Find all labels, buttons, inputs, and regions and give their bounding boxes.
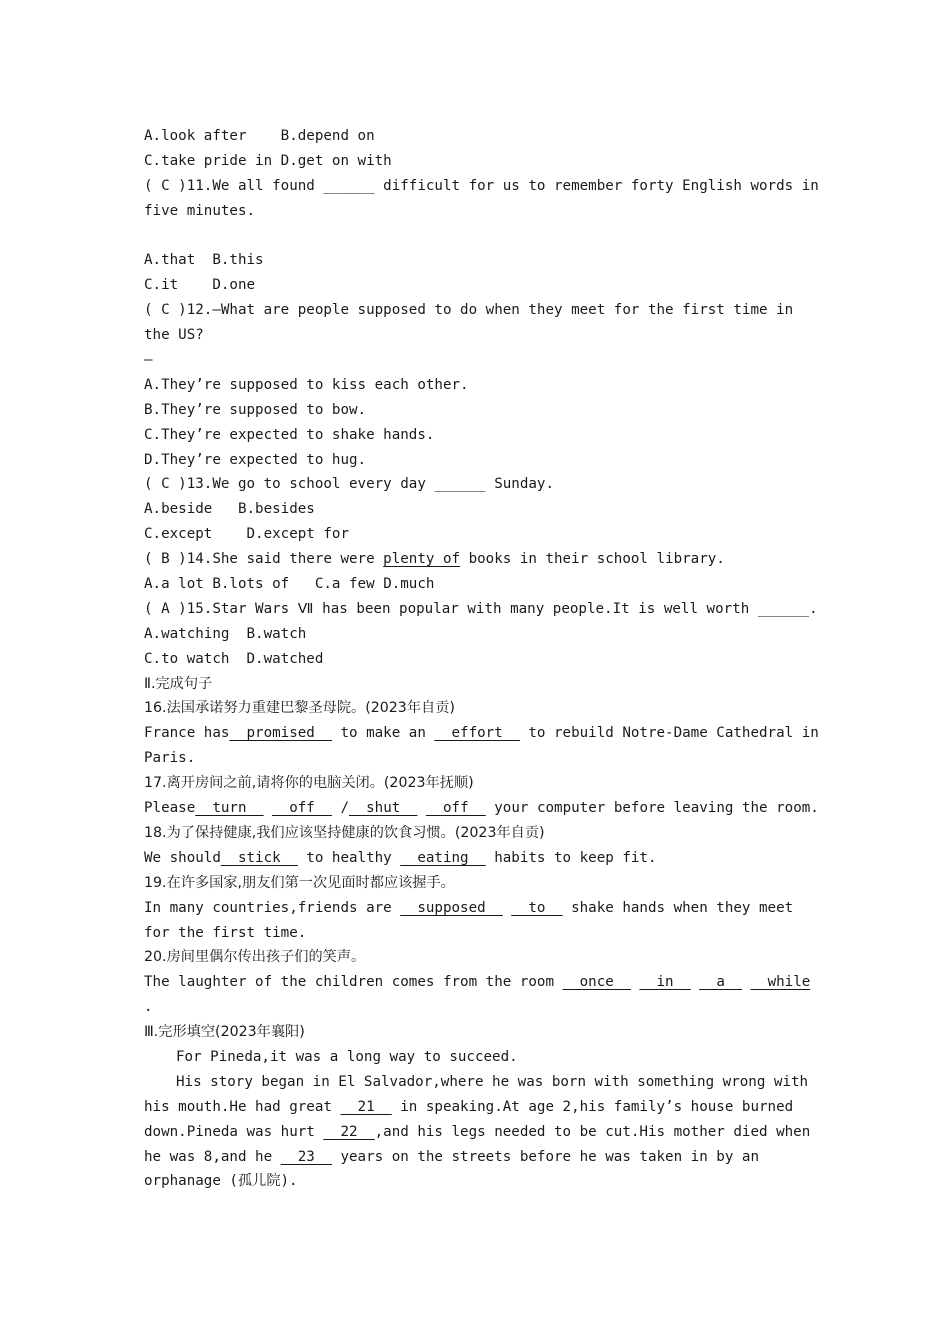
- answer-blank: __supposed__: [400, 899, 503, 916]
- q11-options-ab: A.that B.this: [144, 252, 264, 269]
- answer-blank: __turn__: [195, 800, 264, 817]
- option-d: D.get on with: [280, 152, 392, 169]
- q10-options-ab: [144, 124, 814, 149]
- answer-blank: __in__: [639, 974, 691, 991]
- option-a: A.look after: [144, 128, 247, 144]
- q20-english: The laughter of the children comes from the room __once__ __in__ __a__ __while: [144, 974, 811, 991]
- section-2-title: Ⅱ.完成句子: [144, 675, 213, 692]
- q12-option-d: D.They’re expected to hug.: [144, 451, 367, 468]
- cloze-blank-21: __21__: [340, 1098, 392, 1115]
- document-page: [144, 124, 819, 1194]
- q15-options-ab: A.watching B.watch: [144, 625, 307, 642]
- q20-chinese: 20.房间里偶尔传出孩子们的笑声。: [144, 949, 366, 966]
- q13-stem: ( C )13.We go to school every day ______ Sunday.: [144, 476, 555, 493]
- q16-english: France has__promised__ to make an __effort__ to rebuild Notre-Dame Cathedral in: [144, 725, 819, 742]
- q12-stem-cont: the US?: [144, 327, 204, 344]
- option-b: B.depend on: [280, 128, 375, 144]
- q12-option-b: B.They’re supposed to bow.: [144, 401, 367, 418]
- passage-line: down.Pineda was hurt __22__,and his legs needed to be cut.His mother died when: [144, 1123, 811, 1140]
- q12-stem: ( C )12.—What are people supposed to do when they meet for the first time in: [144, 302, 794, 319]
- answer-blank: __to__: [511, 899, 563, 916]
- q16-chinese: 16.法国承诺努力重建巴黎圣母院。(2023年自贡): [144, 700, 455, 717]
- answer-blank: __eating__: [400, 849, 486, 866]
- passage-paragraph-1: For Pineda,it was a long way to succeed.: [176, 1048, 518, 1065]
- q19-chinese: 19.在许多国家,朋友们第一次见面时都应该握手。: [144, 874, 455, 891]
- q11-stem-cont: five minutes.: [144, 202, 256, 219]
- underlined-phrase: plenty of: [383, 551, 461, 568]
- q12-option-c: C.They’re expected to shake hands.: [144, 426, 435, 443]
- q19-english-cont: for the first time.: [144, 924, 307, 941]
- answer-blank: __stick__: [220, 849, 298, 866]
- answer-blank: ______: [757, 600, 810, 617]
- spacer: [144, 224, 814, 249]
- q14-stem: ( B )14.She said there were plenty of books in their school library.: [144, 551, 725, 568]
- cloze-blank-22: __22__: [323, 1123, 375, 1140]
- q10-options-cd: [144, 149, 814, 174]
- answer-blank: ______: [434, 476, 486, 493]
- section-3-title: Ⅲ.完形填空(2023年襄阳): [144, 1024, 305, 1041]
- option-c: C.take pride in: [144, 152, 273, 169]
- q19-english: In many countries,friends are __supposed__ __to__ shake hands when they meet: [144, 899, 794, 916]
- q11-options-cd: C.it D.one: [144, 277, 256, 294]
- q15-stem: ( A )15.Star Wars Ⅶ has been popular with many people.It is well worth ______.: [144, 600, 818, 617]
- q17-chinese: 17.离开房间之前,请将你的电脑关闭。(2023年抚顺): [144, 775, 474, 792]
- answer-blank: __shut__: [349, 800, 418, 817]
- passage-line: orphanage (孤儿院).: [144, 1173, 298, 1190]
- q13-options-cd: C.except D.except for: [144, 526, 350, 543]
- passage-line: he was 8,and he __23__ years on the streets before he was taken in by an: [144, 1148, 760, 1165]
- answer-blank: __once__: [562, 974, 631, 991]
- q20-english-cont: .: [144, 999, 153, 1016]
- q12-dash: —: [144, 352, 153, 369]
- answer-blank: __a__: [699, 974, 742, 991]
- q14-options: A.a lot B.lots of C.a few D.much: [144, 576, 435, 593]
- passage-line: his mouth.He had great __21__ in speaking.At age 2,his family’s house burned: [144, 1098, 794, 1115]
- answer-blank: __promised__: [229, 725, 332, 742]
- q17-english: Please__turn__ __off__ /__shut__ __off__ your computer before leaving the room.: [144, 800, 819, 817]
- answer-blank: ______: [323, 177, 375, 194]
- answer-blank: __while: [750, 974, 811, 991]
- passage-line: His story began in El Salvador,where he was born with something wrong with: [176, 1073, 809, 1090]
- q11-stem: ( C )11.We all found ______ difficult for us to remember forty English words in: [144, 177, 819, 194]
- answer-blank: __off__: [425, 800, 486, 817]
- q12-option-a: A.They’re supposed to kiss each other.: [144, 376, 469, 393]
- cloze-blank-23: __23__: [280, 1148, 332, 1165]
- q18-chinese: 18.为了保持健康,我们应该坚持健康的饮食习惯。(2023年自贡): [144, 824, 545, 841]
- q16-english-cont: Paris.: [144, 750, 196, 767]
- q13-options-ab: A.beside B.besides: [144, 501, 315, 518]
- q18-english: We should__stick__ to healthy __eating__ habits to keep fit.: [144, 849, 657, 866]
- answer-blank: __effort__: [434, 725, 520, 742]
- answer-blank: __off__: [272, 800, 332, 817]
- q15-options-cd: C.to watch D.watched: [144, 650, 324, 667]
